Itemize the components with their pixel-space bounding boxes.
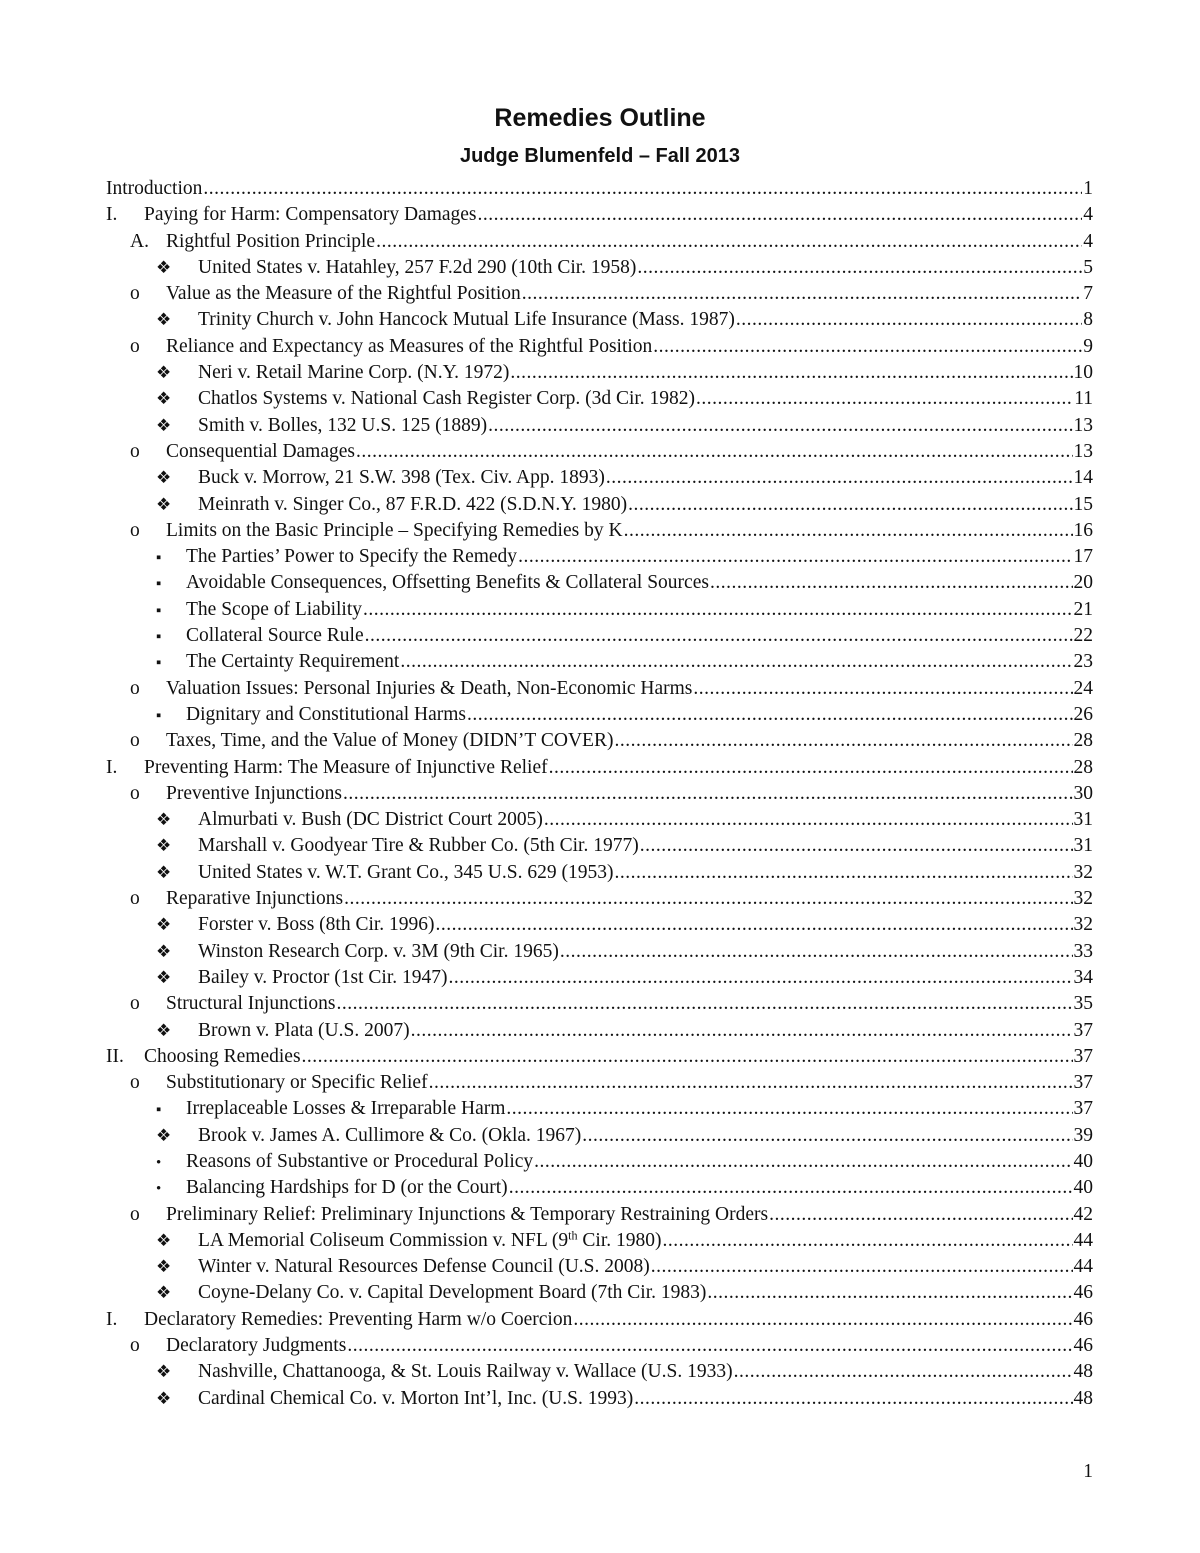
toc-entry[interactable] — [106, 886, 1093, 912]
toc-page-number: 22 — [1073, 625, 1093, 647]
toc-page-number: 13 — [1073, 440, 1093, 462]
toc-entry[interactable] — [106, 255, 1093, 281]
toc-page-number: 37 — [1073, 1098, 1093, 1120]
toc-entry[interactable] — [106, 728, 1093, 754]
toc-entry[interactable] — [106, 965, 1093, 991]
toc-label-text: LA Memorial Coliseum Commission v. NFL (9 — [198, 1229, 569, 1251]
toc-entry[interactable] — [106, 649, 1093, 675]
toc-entry-label — [166, 991, 336, 1017]
dot-leader — [302, 1044, 1073, 1070]
dot-leader — [344, 886, 1072, 912]
toc-entry[interactable] — [106, 413, 1093, 439]
toc-label-text: United States v. Hatahley, 257 F.2d 290 (10th Cir. 1958) — [198, 256, 637, 278]
toc-entry-label — [166, 334, 652, 360]
dot-leader — [736, 307, 1082, 333]
toc-label-text: Declaratory Remedies: Preventing Harm w/o Coercion — [144, 1308, 573, 1330]
toc-page-number: 34 — [1073, 966, 1093, 988]
toc-entry[interactable] — [106, 991, 1093, 1017]
toc-entry[interactable] — [106, 176, 1093, 202]
toc-entry[interactable] — [106, 1280, 1093, 1306]
toc-entry[interactable] — [106, 229, 1093, 255]
toc-entry-label — [198, 807, 543, 833]
circle-bullet-icon: o — [130, 993, 140, 1015]
circle-bullet-icon: o — [130, 782, 140, 804]
toc-page-number: 39 — [1073, 1124, 1093, 1146]
square-bullet-icon: ▪ — [156, 707, 162, 724]
dot-leader — [400, 649, 1072, 675]
toc-entry-label — [166, 1333, 346, 1359]
dot-leader — [429, 1070, 1073, 1096]
toc-entry[interactable] — [106, 1096, 1093, 1122]
circle-bullet-icon: o — [130, 335, 140, 357]
dot-leader — [365, 623, 1073, 649]
toc-entry-label — [198, 1359, 733, 1385]
circle-bullet-icon: o — [130, 1335, 140, 1357]
toc-label-text: Avoidable Consequences, Offsetting Benefits & Collateral Sources — [186, 572, 709, 594]
toc-entry[interactable] — [106, 1307, 1093, 1333]
toc-entry-label — [166, 439, 355, 465]
toc-entry-label — [166, 781, 342, 807]
diamond-bullet-icon: ❖ — [156, 310, 172, 330]
toc-entry[interactable] — [106, 1123, 1093, 1149]
page-number: 1 — [1083, 1461, 1093, 1482]
toc-page-number: 20 — [1073, 572, 1093, 594]
toc-page-number: 40 — [1073, 1150, 1093, 1172]
square-bullet-icon: ▪ — [156, 655, 162, 672]
toc-entry[interactable] — [106, 518, 1093, 544]
toc-page-number: 26 — [1073, 703, 1093, 725]
circle-bullet-icon: o — [130, 1072, 140, 1094]
dot-leader — [510, 360, 1072, 386]
circle-bullet-icon: o — [130, 283, 140, 305]
dot-leader — [614, 728, 1072, 754]
toc-entry[interactable] — [106, 1202, 1093, 1228]
toc-entry-label — [198, 413, 487, 439]
dot-leader — [411, 1018, 1073, 1044]
toc-page-number: 44 — [1073, 1229, 1093, 1251]
diamond-bullet-icon: ❖ — [156, 1388, 172, 1408]
document-subtitle: Judge Blumenfeld – Fall 2013 — [459, 145, 741, 167]
toc-entry[interactable] — [106, 281, 1093, 307]
toc-label-text: Buck v. Morrow, 21 S.W. 398 (Tex. Civ. App. 1893) — [198, 467, 605, 489]
dot-leader — [436, 912, 1073, 938]
toc-label-text: The Scope of Liability — [186, 598, 362, 620]
toc-label-text: Coyne-Delany Co. v. Capital Development Board (7th Cir. 1983) — [198, 1282, 707, 1304]
toc-label-text: Bailey v. Proctor (1st Cir. 1947) — [198, 966, 448, 988]
dot-leader — [573, 1307, 1072, 1333]
dot-leader — [734, 1359, 1073, 1385]
toc-label-text: Winston Research Corp. v. 3M (9th Cir. 1965) — [198, 940, 559, 962]
table-of-contents — [106, 176, 1093, 1412]
round-bullet-icon: • — [156, 1154, 162, 1171]
toc-entry[interactable] — [106, 860, 1093, 886]
toc-label-text: Meinrath v. Singer Co., 87 F.R.D. 422 (S.D.N.Y. 1980) — [198, 493, 628, 515]
toc-entry-label — [198, 1123, 581, 1149]
toc-page-number: 15 — [1073, 493, 1093, 515]
toc-page-number: 21 — [1073, 598, 1093, 620]
diamond-bullet-icon: ❖ — [156, 1230, 172, 1250]
dot-leader — [606, 465, 1073, 491]
toc-number: A. — [130, 230, 149, 252]
diamond-bullet-icon: ❖ — [156, 468, 172, 488]
toc-page-number: 32 — [1073, 861, 1093, 883]
dot-leader — [347, 1333, 1072, 1359]
toc-page-number: 24 — [1073, 677, 1093, 699]
dot-leader — [449, 965, 1073, 991]
toc-entry-label — [186, 623, 364, 649]
toc-entry-label — [198, 1228, 662, 1254]
toc-page-number: 8 — [1083, 309, 1093, 331]
toc-page-number: 32 — [1073, 914, 1093, 936]
toc-label-text: Structural Injunctions — [166, 993, 336, 1015]
dot-leader — [549, 755, 1073, 781]
diamond-bullet-icon: ❖ — [156, 810, 172, 830]
dot-leader — [203, 176, 1082, 202]
circle-bullet-icon: o — [130, 888, 140, 910]
toc-page-number: 37 — [1073, 1072, 1093, 1094]
dot-leader — [614, 860, 1072, 886]
square-bullet-icon: ▪ — [156, 576, 162, 593]
toc-entry-label — [198, 833, 639, 859]
diamond-bullet-icon: ❖ — [156, 941, 172, 961]
toc-page-number: 31 — [1073, 809, 1093, 831]
dot-leader — [696, 386, 1073, 412]
toc-page-number: 35 — [1073, 993, 1093, 1015]
dot-leader — [356, 439, 1073, 465]
toc-entry[interactable] — [106, 1254, 1093, 1280]
toc-entry-label — [198, 939, 559, 965]
dot-leader — [663, 1228, 1073, 1254]
toc-label-text: Rightful Position Principle — [166, 230, 376, 252]
toc-entry-label — [166, 676, 692, 702]
circle-bullet-icon: o — [130, 440, 140, 462]
toc-entry-label — [198, 307, 735, 333]
toc-page-number: 33 — [1073, 940, 1093, 962]
toc-page-number: 42 — [1073, 1203, 1093, 1225]
dot-leader — [363, 597, 1073, 623]
toc-label-text: Introduction — [106, 178, 203, 199]
diamond-bullet-icon: ❖ — [156, 1020, 172, 1040]
toc-entry-label — [186, 702, 466, 728]
toc-entry[interactable] — [106, 1018, 1093, 1044]
toc-entry[interactable] — [106, 202, 1093, 228]
toc-page-number: 23 — [1073, 651, 1093, 673]
toc-label-text: Neri v. Retail Marine Corp. (N.Y. 1972) — [198, 362, 510, 384]
dot-leader — [624, 518, 1073, 544]
toc-page-number: 37 — [1073, 1019, 1093, 1041]
toc-page-number: 16 — [1073, 519, 1093, 541]
round-bullet-icon: • — [156, 1181, 162, 1198]
dot-leader — [337, 991, 1073, 1017]
toc-entry-label — [186, 597, 362, 623]
toc-entry[interactable] — [106, 307, 1093, 333]
toc-entry-label — [106, 176, 202, 202]
toc-label-text: Reparative Injunctions — [166, 888, 344, 910]
toc-label-text: Chatlos Systems v. National Cash Register Corp. (3d Cir. 1982) — [198, 388, 696, 410]
diamond-bullet-icon: ❖ — [156, 1125, 172, 1145]
dot-leader — [467, 702, 1072, 728]
diamond-bullet-icon: ❖ — [156, 494, 172, 514]
dot-leader — [522, 281, 1083, 307]
dot-leader — [518, 544, 1072, 570]
dot-leader — [628, 492, 1072, 518]
toc-label-text: Choosing Remedies — [144, 1045, 301, 1067]
square-bullet-icon: ▪ — [156, 602, 162, 619]
dot-leader — [488, 413, 1072, 439]
toc-entry-label — [198, 465, 605, 491]
toc-entry-label — [144, 202, 477, 228]
toc-page-number: 11 — [1074, 388, 1093, 410]
dot-leader — [478, 202, 1083, 228]
toc-entry[interactable] — [106, 702, 1093, 728]
toc-page-number: 46 — [1073, 1308, 1093, 1330]
toc-label-text: Smith v. Bolles, 132 U.S. 125 (1889) — [198, 414, 488, 436]
toc-entry[interactable] — [106, 1044, 1093, 1070]
toc-label-text: Consequential Damages — [166, 440, 355, 462]
toc-label-text: Preventive Injunctions — [166, 782, 343, 804]
toc-entry[interactable] — [106, 1386, 1093, 1412]
toc-entry-label — [166, 1202, 768, 1228]
toc-entry[interactable] — [106, 939, 1093, 965]
toc-entry-label — [198, 360, 509, 386]
diamond-bullet-icon: ❖ — [156, 836, 172, 856]
toc-entry[interactable] — [106, 1175, 1093, 1201]
toc-label-text: Preventing Harm: The Measure of Injunctive Relief — [144, 756, 548, 778]
toc-entry[interactable] — [106, 492, 1093, 518]
toc-page-number: 44 — [1073, 1256, 1093, 1278]
toc-entry[interactable] — [106, 439, 1093, 465]
toc-entry[interactable] — [106, 912, 1093, 938]
toc-label-text: Irreplaceable Losses & Irreparable Harm — [186, 1098, 506, 1120]
toc-entry[interactable] — [106, 360, 1093, 386]
diamond-bullet-icon: ❖ — [156, 363, 172, 383]
toc-page-number: 9 — [1083, 335, 1093, 357]
toc-entry-label — [198, 912, 435, 938]
diamond-bullet-icon: ❖ — [156, 257, 172, 277]
dot-leader — [560, 939, 1073, 965]
toc-number: II. — [106, 1045, 124, 1067]
toc-entry[interactable] — [106, 1149, 1093, 1175]
toc-page-number: 5 — [1083, 256, 1093, 278]
diamond-bullet-icon: ❖ — [156, 1362, 172, 1382]
toc-label-text: Reliance and Expectancy as Measures of the Rightful Position — [166, 335, 653, 357]
circle-bullet-icon: o — [130, 677, 140, 699]
diamond-bullet-icon: ❖ — [156, 1283, 172, 1303]
toc-label-text: Preliminary Relief: Preliminary Injunctions & Temporary Restraining Orders — [166, 1203, 769, 1225]
toc-label-text: Almurbati v. Bush (DC District Court 2005) — [198, 809, 543, 831]
toc-label-text: Brook v. James A. Cullimore & Co. (Okla. 1967) — [198, 1124, 582, 1146]
toc-entry-label — [198, 860, 613, 886]
dot-leader — [506, 1096, 1072, 1122]
toc-entry[interactable] — [106, 386, 1093, 412]
toc-entry-label — [186, 649, 399, 675]
toc-entry[interactable] — [106, 833, 1093, 859]
square-bullet-icon: ▪ — [156, 550, 162, 567]
toc-entry-label — [166, 1070, 428, 1096]
toc-label-text: Trinity Church v. John Hancock Mutual Life Insurance (Mass. 1987) — [198, 309, 735, 331]
toc-label-text: The Certainty Requirement — [186, 651, 400, 673]
toc-page-number: 7 — [1083, 283, 1093, 305]
toc-label-superscript: th — [568, 1228, 578, 1243]
toc-page-number: 17 — [1073, 546, 1093, 568]
dot-leader — [376, 229, 1082, 255]
diamond-bullet-icon: ❖ — [156, 967, 172, 987]
toc-page-number: 14 — [1073, 467, 1093, 489]
toc-entry[interactable] — [106, 1070, 1093, 1096]
dot-leader — [693, 676, 1072, 702]
toc-page-number: 30 — [1073, 782, 1093, 804]
dot-leader — [640, 833, 1073, 859]
diamond-bullet-icon: ❖ — [156, 1257, 172, 1277]
dot-leader — [509, 1175, 1073, 1201]
square-bullet-icon: ▪ — [156, 629, 162, 646]
toc-entry-label — [166, 229, 375, 255]
toc-label-text: United States v. W.T. Grant Co., 345 U.S. 629 (1953) — [198, 861, 614, 883]
toc-entry-label — [198, 492, 627, 518]
toc-entry[interactable] — [106, 781, 1093, 807]
toc-label-text: Collateral Source Rule — [186, 625, 364, 647]
toc-label-text: Value as the Measure of the Rightful Position — [166, 283, 521, 305]
toc-entry-label — [198, 1386, 633, 1412]
toc-entry[interactable] — [106, 807, 1093, 833]
toc-page-number: 46 — [1073, 1335, 1093, 1357]
toc-label-text: Taxes, Time, and the Value of Money (DIDN’T COVER) — [166, 730, 614, 752]
toc-entry[interactable] — [106, 623, 1093, 649]
toc-entry-label — [144, 1307, 572, 1333]
toc-number: I. — [106, 204, 118, 226]
toc-entry-label — [198, 1254, 650, 1280]
toc-page-number: 13 — [1073, 414, 1093, 436]
toc-page-number: 28 — [1073, 730, 1093, 752]
toc-entry-label — [198, 965, 448, 991]
toc-entry[interactable] — [106, 1228, 1093, 1254]
toc-entry-label — [186, 1096, 505, 1122]
toc-page-number: 1 — [1083, 178, 1093, 199]
toc-label-text: Paying for Harm: Compensatory Damages — [144, 204, 477, 226]
document-title: Remedies Outline — [494, 104, 706, 132]
toc-label-text: Cardinal Chemical Co. v. Morton Int’l, Inc. (U.S. 1993) — [198, 1387, 634, 1409]
toc-label-text: Dignitary and Constitutional Harms — [186, 703, 467, 725]
toc-page-number: 37 — [1073, 1045, 1093, 1067]
toc-label-text: Balancing Hardships for D (or the Court) — [186, 1177, 508, 1199]
toc-entry[interactable] — [106, 597, 1093, 623]
toc-page-number: 31 — [1073, 835, 1093, 857]
circle-bullet-icon: o — [130, 1203, 140, 1225]
toc-label-text: Substitutionary or Specific Relief — [166, 1072, 428, 1094]
toc-page-number: 28 — [1073, 756, 1093, 778]
toc-entry[interactable] — [106, 1333, 1093, 1359]
dot-leader — [769, 1202, 1072, 1228]
dot-leader — [653, 334, 1082, 360]
diamond-bullet-icon: ❖ — [156, 389, 172, 409]
toc-label-text: Reasons of Substantive or Procedural Policy — [186, 1150, 534, 1172]
dot-leader — [534, 1149, 1072, 1175]
toc-page-number: 10 — [1073, 362, 1093, 384]
diamond-bullet-icon: ❖ — [156, 415, 172, 435]
toc-page-number: 46 — [1073, 1282, 1093, 1304]
dot-leader — [651, 1254, 1073, 1280]
diamond-bullet-icon: ❖ — [156, 915, 172, 935]
toc-entry[interactable] — [106, 544, 1093, 570]
toc-entry-label — [186, 570, 709, 596]
dot-leader — [544, 807, 1073, 833]
toc-label-text: Forster v. Boss (8th Cir. 1996) — [198, 914, 435, 936]
toc-entry[interactable] — [106, 1359, 1093, 1385]
toc-entry[interactable] — [106, 676, 1093, 702]
toc-entry-label — [198, 1018, 410, 1044]
toc-entry-label — [166, 728, 613, 754]
toc-entry[interactable] — [106, 570, 1093, 596]
toc-entry-label — [186, 544, 517, 570]
toc-page-number: 48 — [1073, 1361, 1093, 1383]
toc-page-number: 40 — [1073, 1177, 1093, 1199]
toc-entry-label — [186, 1175, 508, 1201]
toc-label-text: Nashville, Chattanooga, & St. Louis Railway v. Wallace (U.S. 1933) — [198, 1361, 733, 1383]
toc-entry-label — [144, 1044, 301, 1070]
toc-entry-label — [166, 886, 343, 912]
toc-entry-label — [166, 281, 521, 307]
circle-bullet-icon: o — [130, 730, 140, 752]
toc-entry[interactable] — [106, 755, 1093, 781]
toc-label-text: Brown v. Plata (U.S. 2007) — [198, 1019, 410, 1041]
toc-label-text: Winter v. Natural Resources Defense Council (U.S. 2008) — [198, 1256, 650, 1278]
dot-leader — [707, 1280, 1072, 1306]
toc-label-text: Cir. 1980) — [577, 1229, 662, 1251]
toc-label-text: Limits on the Basic Principle – Specifying Remedies by K — [166, 519, 623, 541]
toc-entry-label — [198, 1280, 706, 1306]
toc-entry[interactable] — [106, 334, 1093, 360]
dot-leader — [637, 255, 1082, 281]
dot-leader — [343, 781, 1072, 807]
square-bullet-icon: ▪ — [156, 1102, 162, 1119]
toc-number: I. — [106, 756, 118, 778]
toc-label-text: The Parties’ Power to Specify the Remedy — [186, 546, 518, 568]
toc-entry-label — [198, 386, 695, 412]
diamond-bullet-icon: ❖ — [156, 862, 172, 882]
toc-entry-label — [144, 755, 548, 781]
toc-entry-label — [186, 1149, 533, 1175]
toc-entry-label — [198, 255, 636, 281]
dot-leader — [582, 1123, 1072, 1149]
toc-entry-label — [166, 518, 623, 544]
toc-label-text: Declaratory Judgments — [166, 1335, 347, 1357]
toc-label-text: Marshall v. Goodyear Tire & Rubber Co. (5th Cir. 1977) — [198, 835, 639, 857]
toc-page-number: 4 — [1083, 204, 1093, 226]
dot-leader — [634, 1386, 1072, 1412]
dot-leader — [710, 570, 1073, 596]
toc-label-text: Valuation Issues: Personal Injuries & Death, Non-Economic Harms — [166, 677, 693, 699]
toc-number: I. — [106, 1308, 118, 1330]
toc-page-number: 4 — [1083, 230, 1093, 252]
toc-page-number: 48 — [1073, 1387, 1093, 1409]
circle-bullet-icon: o — [130, 519, 140, 541]
toc-page-number: 32 — [1073, 888, 1093, 910]
toc-entry[interactable] — [106, 465, 1093, 491]
